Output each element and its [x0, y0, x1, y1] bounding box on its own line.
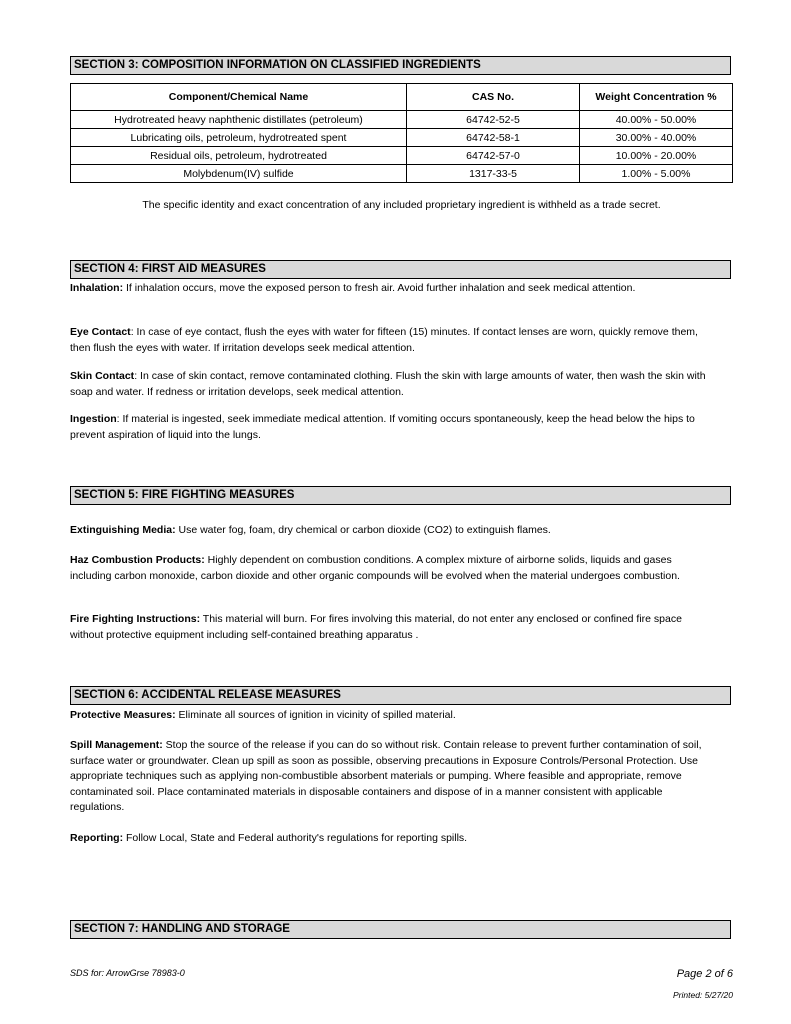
cas-number: 64742-57-0 [407, 147, 580, 165]
haz-combustion-paragraph [70, 553, 710, 584]
footer-printed-date: Printed: 5/27/20 [672, 990, 733, 1000]
eye-contact-label: Eye Contact [70, 326, 131, 338]
chemical-name: Residual oils, petroleum, hydrotreated [71, 147, 407, 165]
table-row [71, 111, 733, 129]
protective-measures-paragraph [70, 708, 710, 724]
column-header-name: Component/Chemical Name [71, 84, 407, 111]
weight-concentration: 40.00% - 50.00% [580, 111, 733, 129]
footer-page-number: Page 2 of 6 [676, 968, 733, 980]
extinguishing-media-label: Extinguishing Media: [70, 524, 176, 536]
eye-contact-text: : In case of eye contact, flush the eyes with water for fifteen (15) minutes. If contact lenses are worn, quickly remove them, then flush the eyes with water. If irritation develops seek medical attention. [70, 326, 698, 354]
spill-management-paragraph [70, 738, 710, 816]
chemical-name: Molybdenum(IV) sulfide [71, 165, 407, 183]
chemical-name: Lubricating oils, petroleum, hydrotreated spent [71, 129, 407, 147]
column-header-weight: Weight Concentration % [580, 84, 733, 111]
fire-fighting-label: Fire Fighting Instructions: [70, 613, 201, 625]
extinguishing-media-text: Use water fog, foam, dry chemical or carbon dioxide (CO2) to extinguish flames. [175, 524, 551, 536]
column-header-cas: CAS No. [407, 84, 580, 111]
spill-management-label: Spill Management: [70, 739, 163, 751]
section-3-header: SECTION 3: COMPOSITION INFORMATION ON CLASSIFIED INGREDIENTS [70, 56, 731, 75]
reporting-label: Reporting: [70, 832, 124, 844]
fire-fighting-text: This material will burn. For fires involving this material, do not enter any enclosed or confined fire space without protective equipment including self-contained breathing apparatus . [70, 613, 682, 641]
weight-concentration: 10.00% - 20.00% [580, 147, 733, 165]
skin-contact-paragraph [70, 369, 710, 400]
table-row [71, 147, 733, 165]
table-row [71, 129, 733, 147]
fire-fighting-paragraph [70, 612, 710, 643]
inhalation-text: If inhalation occurs, move the exposed person to fresh air. Avoid further inhalation and seek medical attention. [123, 282, 636, 294]
section-4-header: SECTION 4: FIRST AID MEASURES [70, 260, 731, 279]
skin-contact-label: Skin Contact [70, 370, 135, 382]
section-7-header: SECTION 7: HANDLING AND STORAGE [70, 920, 731, 939]
reporting-paragraph [70, 831, 710, 847]
table-header-row [71, 84, 733, 111]
cas-number: 64742-52-5 [407, 111, 580, 129]
reporting-text: Follow Local, State and Federal authority's regulations for reporting spills. [123, 832, 468, 844]
section-5-header: SECTION 5: FIRE FIGHTING MEASURES [70, 486, 731, 505]
composition-table [70, 83, 733, 183]
inhalation-paragraph [70, 281, 710, 297]
trade-secret-note: The specific identity and exact concentration of any included proprietary ingredient is withheld as a trade secret. [142, 199, 661, 211]
haz-combustion-text: Highly dependent on combustion conditions. A complex mixture of airborne solids, liquids and gases including carbon monoxide, carbon dioxide and other organic compounds will be evolved when the material undergoes combustion. [70, 554, 680, 582]
ingestion-text: : If material is ingested, seek immediate medical attention. If vomiting occurs spontaneously, keep the head below the hips to prevent aspiration of liquid into the lungs. [70, 413, 695, 441]
chemical-name: Hydrotreated heavy naphthenic distillates (petroleum) [71, 111, 407, 129]
ingestion-label: Ingestion [70, 413, 117, 425]
protective-measures-text: Eliminate all sources of ignition in vicinity of spilled material. [175, 709, 456, 721]
weight-concentration: 1.00% - 5.00% [580, 165, 733, 183]
inhalation-label: Inhalation: [70, 282, 124, 294]
weight-concentration: 30.00% - 40.00% [580, 129, 733, 147]
footer-sds-for: SDS for: ArrowGrse 78983-0 [70, 968, 185, 978]
table-row [71, 165, 733, 183]
spill-management-text: Stop the source of the release if you can do so without risk. Contain release to prevent further contamination of soil, surface water or groundwater. Clean up spill as soon as possible, observing precautions in Exposure Controls/Personal Protection. Use appropriate techniques such as applying non-combustible absorbent materials or pumping. Where feasible and appropriate, remove contaminated soil. Place contaminated materials in disposable containers and dispose of in a manner consistent with applicable regulations. [70, 739, 702, 813]
section-6-header: SECTION 6: ACCIDENTAL RELEASE MEASURES [70, 686, 731, 705]
cas-number: 64742-58-1 [407, 129, 580, 147]
protective-measures-label: Protective Measures: [70, 709, 176, 721]
cas-number: 1317-33-5 [407, 165, 580, 183]
ingestion-paragraph [70, 412, 710, 443]
skin-contact-text: : In case of skin contact, remove contaminated clothing. Flush the skin with large amounts of water, then wash the skin with soap and water. If redness or irritation develops, seek medical attention. [70, 370, 706, 398]
extinguishing-media-paragraph [70, 523, 710, 539]
eye-contact-paragraph [70, 325, 710, 356]
haz-combustion-label: Haz Combustion Products: [70, 554, 205, 566]
